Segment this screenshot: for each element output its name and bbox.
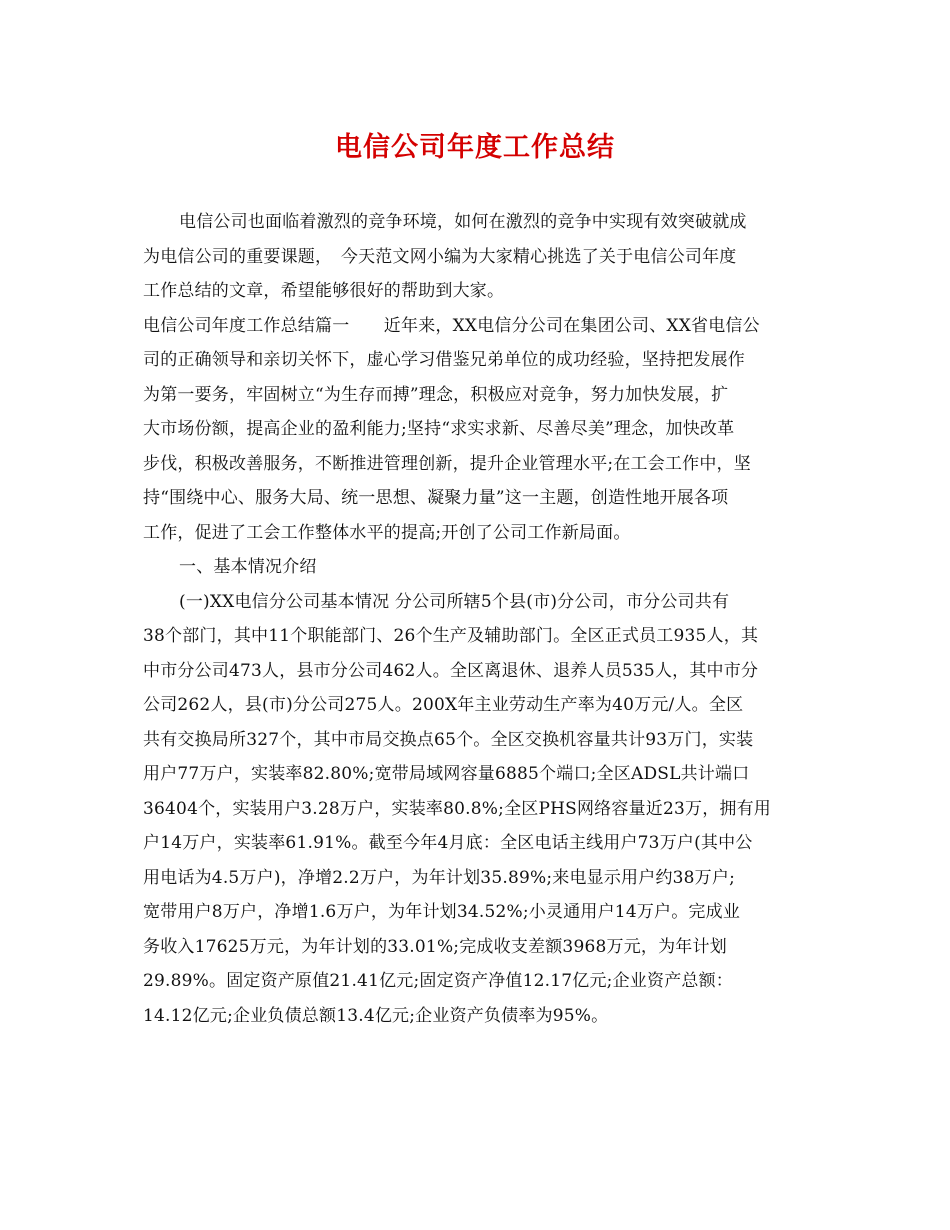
body-line: 宽带用户8万户，净增1.6万户，为年计划34.52%;小灵通用户14万户。完成业 — [143, 902, 741, 922]
body-line: 司的正确领导和亲切关怀下，虚心学习借鉴兄弟单位的成功经验，坚持把发展作 — [143, 350, 745, 370]
body-line: 务收入17625万元，为年计划的33.01%;完成收支差额3968万元，为年计划 — [143, 936, 727, 957]
body-line: 工作，促进了工会工作整体水平的提高;开创了公司工作新局面。 — [143, 522, 631, 543]
body-line: 用户77万户，实装率82.80%;宽带局域网容量6885个端口;全区ADSL共计端口 — [143, 764, 750, 784]
body-line: 持“围绕中心、服务大局、统一思想、凝聚力量”这一主题，创造性地开展各项 — [143, 488, 729, 508]
body-line: (一)XX电信分公司基本情况 分公司所辖5个县(市)分公司，市分公司共有 — [179, 591, 730, 612]
section-heading: 一、基本情况介绍 — [179, 557, 317, 577]
body-line: 36404个，实装用户3.28万户，实装率80.8%;全区PHS网络容量近23万，拥有用 — [143, 798, 772, 819]
document-title: 电信公司年度工作总结 — [335, 132, 615, 163]
document-body — [143, 205, 813, 1033]
body-line: 14.12亿元;企业负债总额13.4亿元;企业资产负债率为95%。 — [143, 1005, 609, 1026]
body-line: 为电信公司的重要课题， 今天范文网小编为大家精心挑选了关于电信公司年度 — [143, 246, 737, 267]
body-line: 为第一要务，牢固树立“为生存而搏”理念，积极应对竞争，努力加快发展，扩 — [143, 384, 729, 405]
body-line: 工作总结的文章，希望能够很好的帮助到大家。 — [143, 281, 505, 301]
body-line: 用电话为4.5万户)，净增2.2万户，为年计划35.89%;来电显示用户约38万户; — [143, 867, 736, 888]
body-line: 户14万户，实装率61.91%。截至今年4月底：全区电话主线用户73万户(其中公 — [143, 833, 753, 853]
body-line: 38个部门，其中11个职能部门、26个生产及辅助部门。全区正式员工935人，其 — [143, 626, 759, 646]
body-line: 大市场份额，提高企业的盈利能力;坚持“求实求新、尽善尽美”理念，加快改革 — [143, 419, 735, 439]
body-line: 公司262人，县(市)分公司275人。200X年主业劳动生产率为40万元/人。全区 — [143, 695, 744, 715]
body-line: 电信公司也面临着激烈的竞争环境，如何在激烈的竞争中实现有效突破就成 — [179, 212, 747, 232]
body-line: 步伐，积极改善服务，不断推进管理创新，提升企业管理水平;在工会工作中，坚 — [143, 453, 751, 474]
body-line: 中市分公司473人，县市分公司462人。全区离退休、退养人员535人，其中市分 — [143, 660, 759, 681]
body-line: 电信公司年度工作总结篇一 近年来，XX电信分公司在集团公司、XX省电信公 — [143, 315, 760, 336]
body-line: 29.89%。固定资产原值21.41亿元;固定资产净值12.17亿元;企业资产总额： — [143, 971, 734, 991]
body-line: 共有交换局所327个，其中市局交换点65个。全区交换机容量共计93万门，实装 — [143, 729, 754, 750]
